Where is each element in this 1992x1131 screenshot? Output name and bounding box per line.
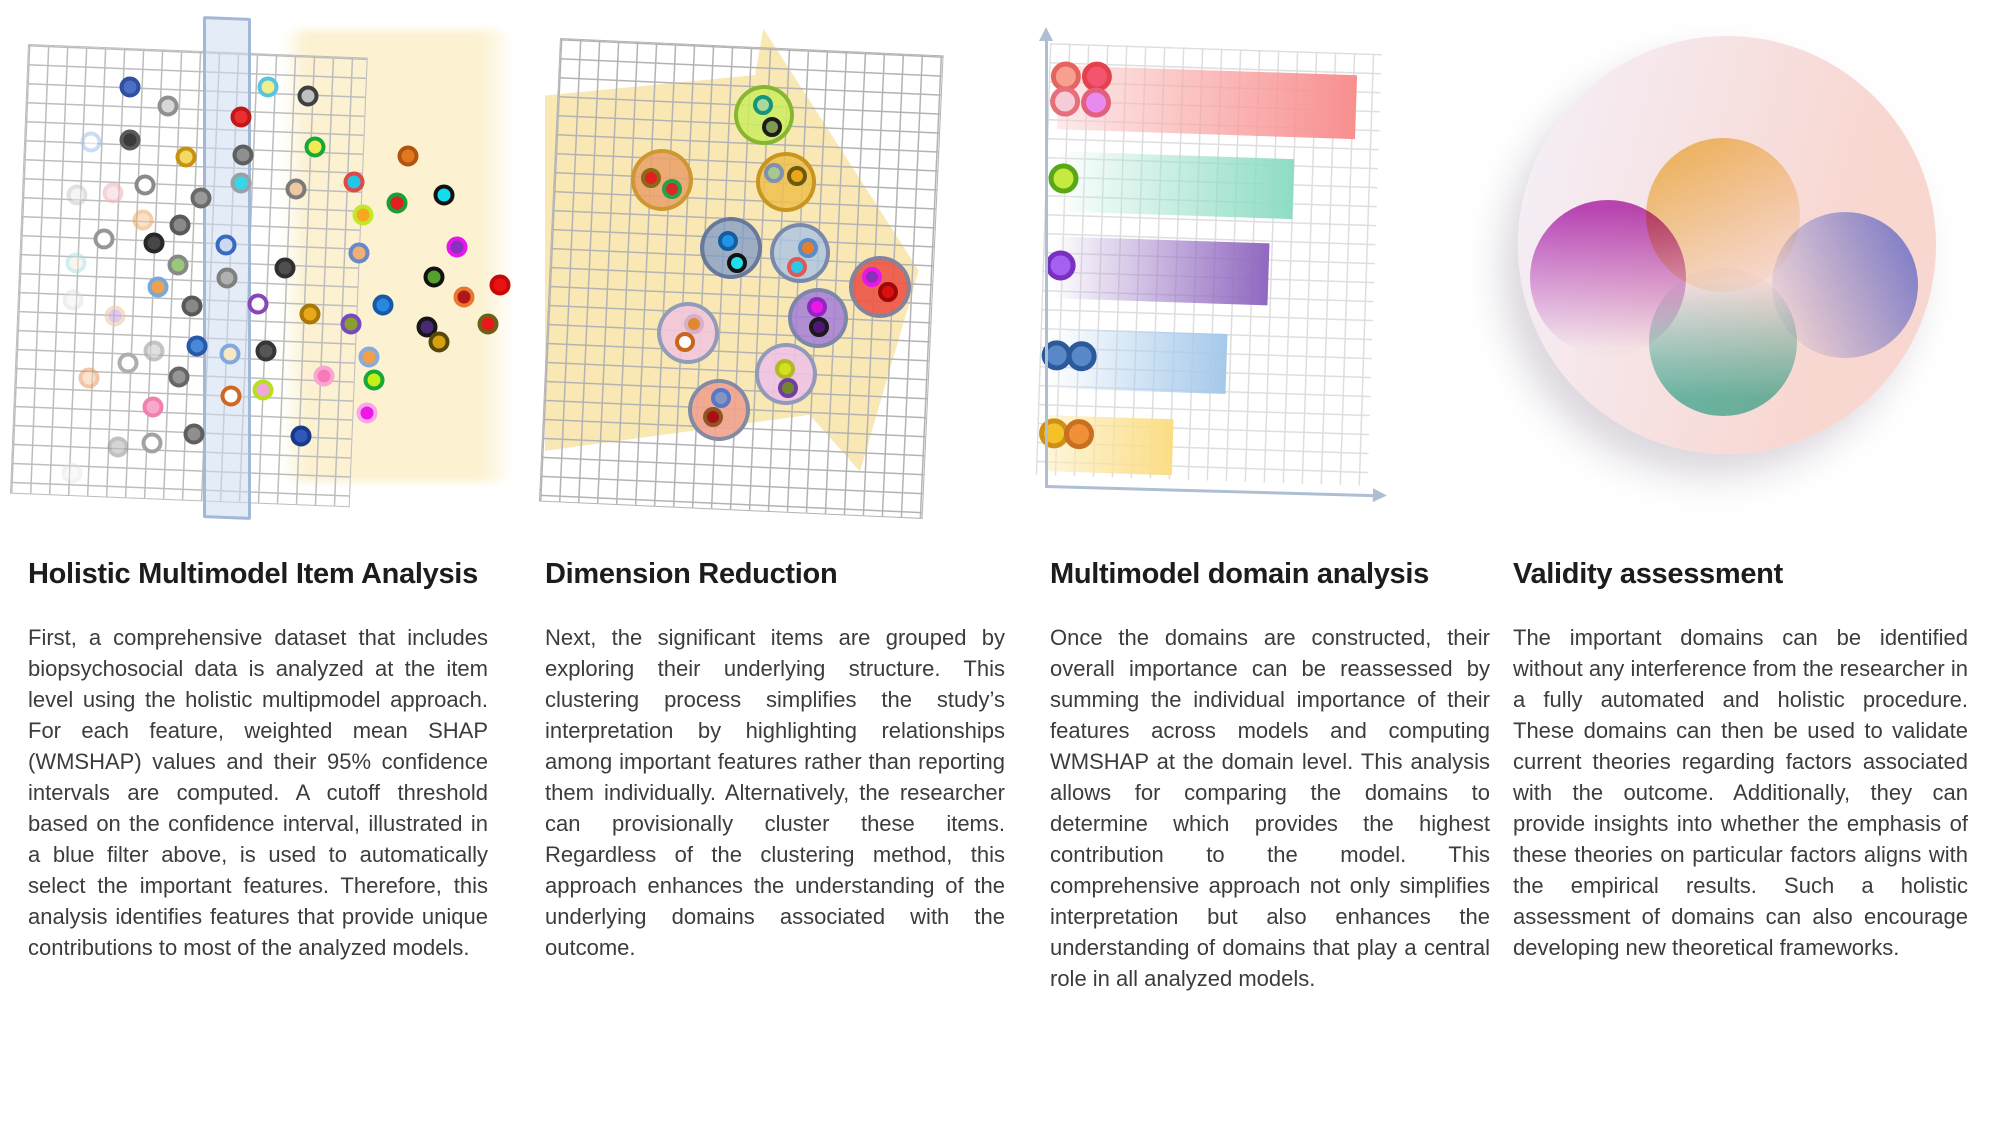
x-axis — [1046, 485, 1382, 497]
clusters-layer — [545, 8, 965, 523]
domain-circle-teal — [1649, 268, 1797, 416]
scatter-dot — [216, 235, 237, 256]
dimension-reduction-graphic — [545, 8, 965, 523]
domain-bar — [1052, 236, 1270, 305]
cluster-item-dot — [809, 317, 829, 337]
scatter-dot — [191, 188, 212, 209]
panel-title: Holistic Multimodel Item Analysis — [28, 558, 478, 590]
scatter-dot — [298, 86, 319, 107]
scatter-dot — [143, 397, 164, 418]
scatter-dot — [168, 255, 189, 276]
cluster-item-dot — [727, 253, 747, 273]
cluster-item-dot — [798, 238, 818, 258]
scatter-dot — [118, 353, 139, 374]
item-dots-layer — [20, 8, 535, 533]
scatter-dot — [103, 183, 124, 204]
cluster-item-dot — [787, 257, 807, 277]
scatter-dot — [434, 185, 455, 206]
panel-body: The important domains can be identified without any interference from the researcher in a fully automated and holistic procedure. These domains can then be used to validate current theories regarding factors associated with the outcome. Additionally, they can provide insights into whether the emphasis of these theories on particular factors aligns with the empirical results. Such a holistic assessment of domains can also encourage developing new theoretical frameworks. — [1513, 625, 1968, 960]
scatter-dot — [233, 145, 254, 166]
scatter-dot — [133, 210, 154, 231]
cluster-item-dot — [878, 282, 898, 302]
scatter-dot — [158, 96, 179, 117]
scatter-dot — [94, 229, 115, 250]
scatter-dot — [169, 367, 190, 388]
cluster-item-dot — [787, 166, 807, 186]
scatter-dot — [221, 386, 242, 407]
scatter-dot — [275, 258, 296, 279]
scatter-dot — [184, 424, 205, 445]
column-item-analysis — [28, 556, 488, 963]
cluster-item-dot — [764, 163, 784, 183]
cluster-item-dot — [778, 378, 798, 398]
panel-body: Once the domains are constructed, their overall importance can be reassessed by summing the individual importance of their features across models and computing WMSHAP at the domain level. This analysis allows for comparing the domains to determine which provides the highest contribution to the model. This comprehensive approach not only simplifies interpretation but also enhances the understanding of domains that play a central role in all analyzed models. — [1050, 625, 1490, 991]
scatter-dot — [300, 304, 321, 325]
scatter-dot — [144, 341, 165, 362]
scatter-dot — [144, 233, 165, 254]
cluster-item-dot — [641, 168, 661, 188]
cluster-circle — [756, 152, 816, 212]
cluster-item-dot — [684, 314, 704, 334]
scatter-dot — [120, 130, 141, 151]
panel-body: Next, the significant items are grouped by exploring their underlying structure. This clustering process simplifies the study’s interpretation by highlighting relationships among important features rather than reporting them individually. Alternatively, the researcher can provisionally cluster these items. Regardless of the clustering method, this approach enhances the understanding of the underlying domains associated with the outcome. — [545, 625, 1005, 960]
scatter-dot — [314, 366, 335, 387]
cluster-item-dot — [675, 332, 695, 352]
scatter-dot — [231, 173, 252, 194]
scatter-dot — [79, 368, 100, 389]
scatter-dot — [67, 185, 88, 206]
scatter-dot — [364, 370, 385, 391]
y-axis — [1045, 32, 1048, 488]
cluster-item-dot — [775, 359, 795, 379]
scatter-dot — [182, 296, 203, 317]
scatter-dot — [81, 132, 102, 153]
scatter-dot — [344, 172, 365, 193]
scatter-dot — [135, 175, 156, 196]
scatter-dot — [187, 336, 208, 357]
scatter-dot — [359, 347, 380, 368]
item-analysis-graphic — [20, 8, 535, 533]
scatter-dot — [148, 277, 169, 298]
scatter-dot — [373, 295, 394, 316]
panel-title: Multimodel domain analysis — [1050, 558, 1429, 590]
column-dimension-reduction — [545, 556, 1005, 963]
cluster-item-dot — [718, 231, 738, 251]
scatter-dot — [341, 314, 362, 335]
scatter-dot — [256, 341, 277, 362]
scatter-dot — [305, 137, 326, 158]
scatter-dot — [217, 268, 238, 289]
scatter-dot — [176, 147, 197, 168]
scatter-dot — [454, 287, 475, 308]
scatter-dot — [231, 107, 252, 128]
cluster-item-dot — [762, 117, 782, 137]
scatter-dot — [286, 179, 307, 200]
scatter-dot — [357, 403, 378, 424]
cluster-item-dot — [753, 95, 773, 115]
scatter-dot — [291, 426, 312, 447]
scatter-dot — [349, 243, 370, 264]
chart-plot-area — [1036, 43, 1382, 486]
domain-bar-chart — [1030, 18, 1400, 518]
scatter-dot — [387, 193, 408, 214]
domain-bar — [1054, 151, 1294, 219]
panel-title: Dimension Reduction — [545, 558, 838, 590]
scatter-dot — [353, 205, 374, 226]
panel-body: First, a comprehensive dataset that includes biopsychosocial data is analyzed at the item level using the holistic multipmodel approach. For each feature, weighted mean SHAP (WMSHAP) values and their 95% confidence intervals are computed. A cutoff threshold based on the confidence interval, illustrated in a blue filter above, is used to automatically select the important features. Therefore, this analysis identifies features that provide unique contributions to most of the analyzed models. — [28, 625, 488, 960]
scatter-dot — [62, 463, 83, 484]
scatter-dot — [108, 437, 129, 458]
scatter-dot — [253, 380, 274, 401]
scatter-dot — [170, 215, 191, 236]
scatter-dot — [398, 146, 419, 167]
scatter-dot — [490, 275, 511, 296]
panel-title: Validity assessment — [1513, 558, 1783, 590]
column-validity — [1513, 556, 1968, 963]
validity-venn-graphic — [1490, 28, 1980, 506]
scatter-dot — [258, 77, 279, 98]
scatter-dot — [63, 290, 84, 311]
cluster-circle — [734, 85, 794, 145]
scatter-dot — [447, 237, 468, 258]
scatter-dot — [429, 332, 450, 353]
scatter-dot — [142, 433, 163, 454]
cluster-item-dot — [703, 407, 723, 427]
cluster-item-dot — [862, 267, 882, 287]
scatter-dot — [105, 306, 126, 327]
scatter-dot — [424, 267, 445, 288]
scatter-dot — [220, 344, 241, 365]
scatter-dot — [478, 314, 499, 335]
scatter-dot — [248, 294, 269, 315]
column-domain-analysis — [1050, 556, 1490, 994]
cluster-item-dot — [662, 179, 682, 199]
scatter-dot — [66, 253, 87, 274]
scatter-dot — [120, 77, 141, 98]
cluster-item-dot — [711, 388, 731, 408]
cluster-item-dot — [807, 297, 827, 317]
